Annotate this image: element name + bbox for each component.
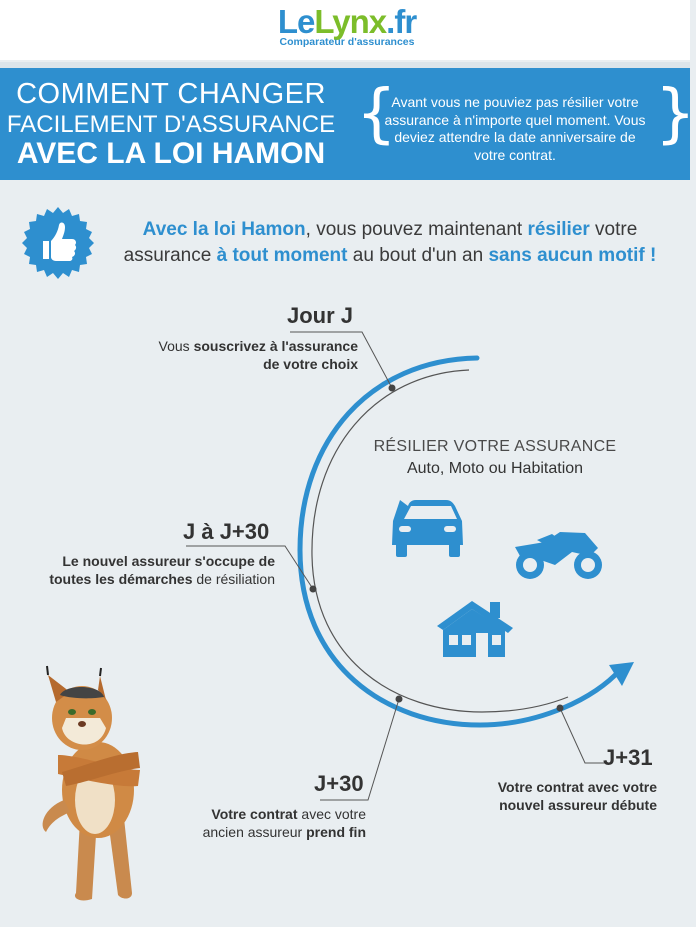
banner-title-line2: FACILEMENT D'ASSURANCE xyxy=(6,111,336,138)
lead-text: Avec la loi Hamon, vous pouvez maintenant résilier votre assurance à tout moment au bout d'un an sans aucun motif ! xyxy=(123,219,657,266)
step-j31-desc: Votre contrat avec votre nouvel assureur débute xyxy=(497,779,657,813)
right-brace-icon: } xyxy=(655,77,696,151)
banner-title-line3: AVEC LA LOI HAMON xyxy=(16,137,326,170)
left-brace-icon: { xyxy=(356,77,397,151)
dot-j30 xyxy=(396,696,403,703)
logo-wordmark: LeLynx.fr xyxy=(277,3,417,40)
car-icon xyxy=(392,500,463,557)
dot-jourj xyxy=(389,385,396,392)
intro-text: Avant vous ne pouviez pas résilier votre assurance à n'importe quel moment. Vous deviez attendre la date anniversaire de votre contrat. xyxy=(384,94,646,163)
dot-j31 xyxy=(557,705,564,712)
step-j30range-desc: Le nouvel assureur s'occupe de toutes les démarches de résiliation xyxy=(49,553,275,587)
step-j30range-title: J à J+30 xyxy=(183,519,270,544)
center-title: RÉSILIER VOTRE ASSURANCE xyxy=(373,438,617,455)
step-j30-desc: Votre contrat avec votre ancien assureur prend fin xyxy=(202,806,366,840)
leader-line-j31 xyxy=(560,708,605,763)
house-icon xyxy=(437,601,513,657)
dot-j30range xyxy=(310,586,317,593)
step-jourj-title: Jour J xyxy=(287,303,354,328)
logo-tagline: Comparateur d'assurances xyxy=(279,36,415,48)
step-j31-title: J+31 xyxy=(603,745,653,770)
motorcycle-icon xyxy=(515,532,602,579)
center-subtitle: Auto, Moto ou Habitation xyxy=(406,460,584,477)
step-j30-title: J+30 xyxy=(314,771,364,796)
banner-title-line1: COMMENT CHANGER xyxy=(16,78,326,110)
step-jourj-desc: Vous souscrivez à l'assurance de votre choix xyxy=(158,338,358,372)
lynx-mascot xyxy=(43,666,140,900)
